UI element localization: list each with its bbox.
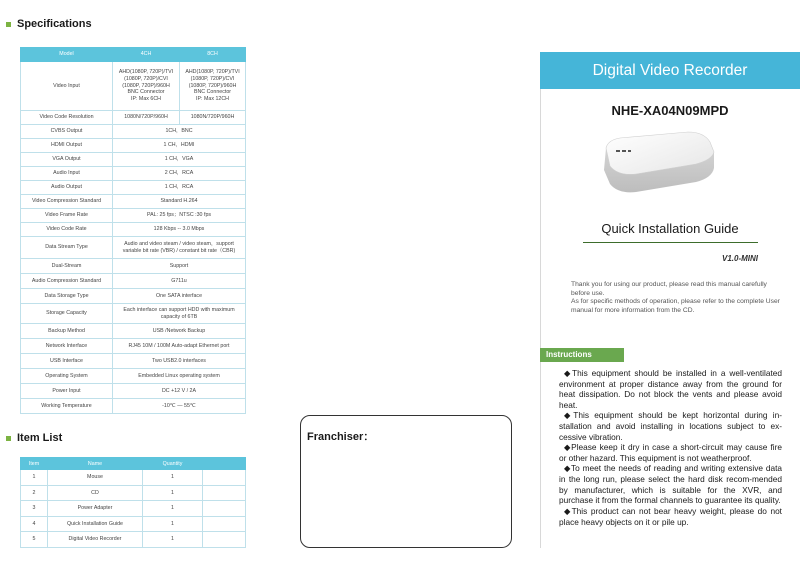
list-item: ◆Please keep it dry in case a short-circuit may cause fire or other hazard. This equipment is not weatherproof. <box>559 442 782 463</box>
spec-label: Audio Output <box>21 181 113 195</box>
spec-label: Video Code Rate <box>21 223 113 237</box>
spec-label: HDMI Output <box>21 139 113 153</box>
product-banner: Digital Video Recorder <box>540 52 800 89</box>
item-quantity: 1 <box>143 516 203 532</box>
spec-header-row <box>21 48 246 62</box>
dvr-device-icon <box>596 126 718 198</box>
spec-label: Audio Input <box>21 167 113 181</box>
item-blank <box>203 501 246 517</box>
table-row <box>21 532 246 548</box>
item-number: 3 <box>21 501 48 517</box>
spec-value: 1 CH，VGA <box>113 153 246 167</box>
spec-row <box>21 181 246 195</box>
spec-row <box>21 195 246 209</box>
spec-row <box>21 223 246 237</box>
item-name: Mouse <box>48 470 143 486</box>
spec-row <box>21 384 246 399</box>
spec-value: USB /Network Backup <box>113 324 246 339</box>
spec-label: Video Input <box>21 62 113 111</box>
item-quantity: 1 <box>143 532 203 548</box>
item-name: Power Adapter <box>48 501 143 517</box>
item-quantity: 1 <box>143 501 203 517</box>
spec-value: Audio and video steam / video steam，support variable bit rate (VBR) / constant bit rate（CBR) <box>113 237 246 259</box>
spec-value: Support <box>113 259 246 274</box>
list-item: ◆This product can not bear heavy weight, please do not place heavy objects on it or pile up. <box>559 505 782 527</box>
title-divider <box>583 242 758 243</box>
item-quantity: 1 <box>143 470 203 486</box>
spec-row <box>21 237 246 259</box>
spec-value: Standard H.264 <box>113 195 246 209</box>
item-number: 2 <box>21 485 48 501</box>
franchiser-box <box>300 415 512 548</box>
spec-label: Video Compression Standard <box>21 195 113 209</box>
spec-label: Audio Compression Standard <box>21 274 113 289</box>
spec-label: Data Stream Type <box>21 237 113 259</box>
spec-label: USB Interface <box>21 354 113 369</box>
instructions-heading: Instructions <box>540 348 624 362</box>
spec-row <box>21 139 246 153</box>
list-item: ◆To meet the needs of reading and writing extensive data in the long run, please select the hard disk recom-mended by manufacturer, which is suitable for the XVR, and purchase it from the formal channels to guarantee its quality. <box>559 463 782 506</box>
spec-row <box>21 399 246 414</box>
spec-value: 1080N/720P/960H <box>113 111 180 125</box>
item-header-blank <box>203 458 246 470</box>
spec-label: Backup Method <box>21 324 113 339</box>
spec-label: Network Interface <box>21 339 113 354</box>
spec-label: Data Storage Type <box>21 289 113 304</box>
spec-label: Power Input <box>21 384 113 399</box>
spec-value: -10℃ — 55℃ <box>113 399 246 414</box>
spec-label: Dual-Stream <box>21 259 113 274</box>
item-list-heading <box>6 432 62 444</box>
spec-label: VGA Output <box>21 153 113 167</box>
spec-row <box>21 304 246 324</box>
item-number: 1 <box>21 470 48 486</box>
spec-row <box>21 167 246 181</box>
spec-row <box>21 153 246 167</box>
model-number: NHE-XA04N09MPD <box>611 103 729 118</box>
spec-row <box>21 324 246 339</box>
item-list-title: Item List <box>17 432 63 444</box>
spec-value: PAL: 25 fps；NTSC :30 fps <box>113 209 246 223</box>
spec-row <box>21 274 246 289</box>
spec-value: 1 CH，HDMI <box>113 139 246 153</box>
spec-value: G711u <box>113 274 246 289</box>
spec-value: Embedded Linux operating system <box>113 369 246 384</box>
item-header-name: Name <box>48 458 143 470</box>
list-item: ◆This equipment should be installed in a well-ventilated environment at proper distance away from the ground for heat dissipation. Do not block the vents and please avoid heat. <box>559 368 782 410</box>
table-row <box>21 485 246 501</box>
spec-video-input-4ch: AHD(1080P, 720P)/TVI (1080P, 720P)/CVI (1080P, 720P)/960H BNC Connector IP: Max 6CH <box>113 62 180 111</box>
item-header-item: Item <box>21 458 48 470</box>
item-list-table <box>20 457 246 548</box>
table-row <box>21 470 246 486</box>
spec-video-input-8ch: AHD(1080P, 720P)/TVI (1080P, 720P)/CVI (1080P, 720P)/960H BNC Connector IP: Max 12CH <box>180 62 246 111</box>
specifications-table <box>20 47 246 414</box>
spec-value: Each interface can support HDD with maximum capacity of 6TB <box>113 304 246 324</box>
item-name: CD <box>48 485 143 501</box>
spec-row <box>21 111 246 125</box>
specifications-title: Specifications <box>17 18 92 30</box>
franchiser-label: Franchiser： <box>307 431 375 443</box>
spec-row <box>21 259 246 274</box>
section-bullet-icon <box>6 22 11 27</box>
spec-row <box>21 62 246 111</box>
spec-header-4ch: 4CH <box>113 48 180 62</box>
item-blank <box>203 485 246 501</box>
spec-header-8ch: 8CH <box>180 48 246 62</box>
spec-header-model: Model <box>21 48 113 62</box>
spec-value: 1CH，BNC <box>113 125 246 139</box>
spec-value: 1 CH，RCA <box>113 181 246 195</box>
item-blank <box>203 470 246 486</box>
instructions-list <box>559 368 782 527</box>
item-name: Digital Video Recorder <box>48 532 143 548</box>
item-name: Quick Installation Guide <box>48 516 143 532</box>
table-row <box>21 516 246 532</box>
item-header-quantity: Quantity <box>143 458 203 470</box>
specifications-heading <box>6 18 92 30</box>
spec-label: CVBS Output <box>21 125 113 139</box>
item-blank <box>203 516 246 532</box>
spec-value: 1080N/720P/960H <box>180 111 246 125</box>
spec-value: One SATA interface <box>113 289 246 304</box>
item-number: 4 <box>21 516 48 532</box>
version-label: V1.0-MINI <box>721 254 758 263</box>
table-row <box>21 501 246 517</box>
list-item: ◆This equipment should be kept horizontal during in-stallation and avoid installing in locations subject to ex-cessive vibration. <box>559 410 782 442</box>
spec-row <box>21 339 246 354</box>
intro-paragraph: Thank you for using our product, please read this manual carefully before use. <box>571 281 767 297</box>
spec-row <box>21 125 246 139</box>
spec-row <box>21 369 246 384</box>
item-header-row <box>21 458 246 470</box>
spec-label: Operating System <box>21 369 113 384</box>
spec-value: RJ45 10M / 100M Auto-adapt Ethernet port <box>113 339 246 354</box>
spec-label: Video Code Resolution <box>21 111 113 125</box>
guide-title: Quick Installation Guide <box>601 221 739 236</box>
spec-value: Two USB2.0 interfaces <box>113 354 246 369</box>
spec-value: DC +12 V / 2A <box>113 384 246 399</box>
spec-row <box>21 209 246 223</box>
spec-label: Storage Capacity <box>21 304 113 324</box>
spec-label: Working Temperature <box>21 399 113 414</box>
spec-row <box>21 354 246 369</box>
intro-text <box>571 281 783 316</box>
section-bullet-icon <box>6 436 11 441</box>
item-blank <box>203 532 246 548</box>
spec-row <box>21 289 246 304</box>
item-quantity: 1 <box>143 485 203 501</box>
spec-value: 2 CH，RCA <box>113 167 246 181</box>
spec-label: Video Frame Rate <box>21 209 113 223</box>
item-number: 5 <box>21 532 48 548</box>
spec-value: 128 Kbps -- 3.0 Mbps <box>113 223 246 237</box>
intro-paragraph: As for specific methods of operation, please refer to the complete User manual for more information from the CD. <box>571 298 780 315</box>
